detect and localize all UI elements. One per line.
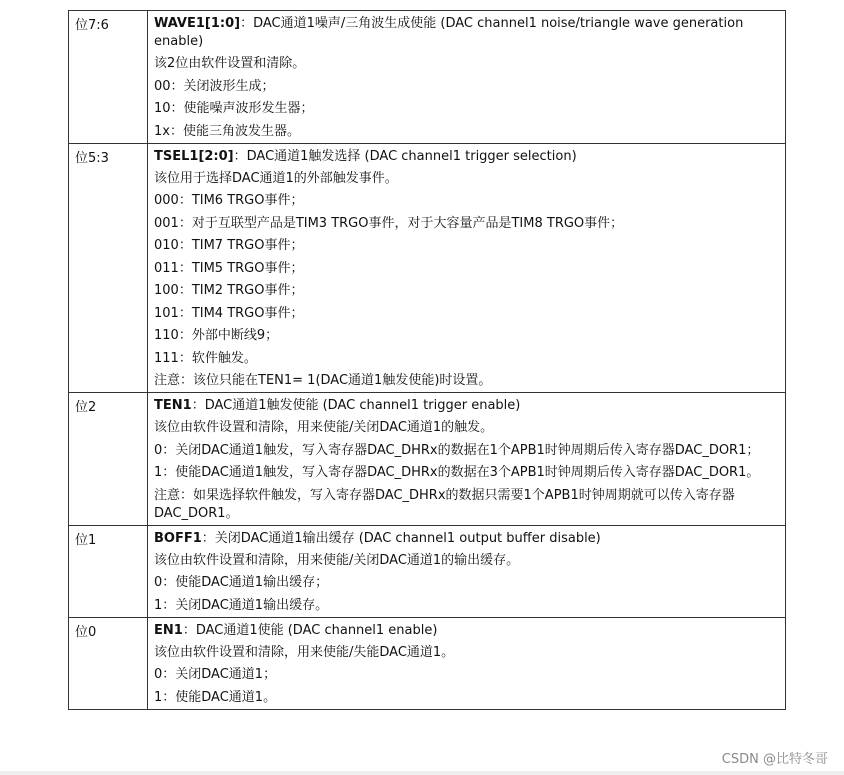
bit-description (148, 11, 786, 144)
description-line: 000：TIM6 TRGO事件； (154, 193, 304, 208)
field-title: ：DAC通道1使能 (DAC channel1 enable) (182, 622, 438, 638)
field-heading (154, 148, 779, 166)
description-line: 0：关闭DAC通道1； (154, 667, 277, 682)
description-line: 011：TIM5 TRGO事件； (154, 260, 304, 276)
note-line: 注意：该位只能在TEN1= 1(DAC通道1触发使能)时设置。 (154, 373, 492, 388)
field-name: EN1 (154, 622, 183, 638)
table-row (69, 525, 786, 617)
field-title: ：关闭DAC通道1输出缓存 (DAC channel1 output buffer disable) (201, 530, 601, 546)
description-line: 该位由软件设置和清除，用来使能/关闭DAC通道1的输出缓存。 (154, 552, 520, 568)
bit-position: 位0 (69, 617, 148, 709)
bit-description (148, 393, 786, 526)
field-title: ：DAC通道1噪声/三角波生成使能 (DAC channel1 noise/triangle wave generation enable) (154, 16, 744, 49)
description-line: 1x：使能三角波发生器。 (154, 123, 300, 139)
description-line: 1：使能DAC通道1触发，写入寄存器DAC_DHRx的数据在3个APB1时钟周期后传入寄存器DAC_DOR1。 (154, 465, 760, 480)
table-row (69, 393, 786, 526)
table-row (69, 143, 786, 393)
bottom-divider (0, 771, 844, 775)
description-line: 该2位由软件设置和清除。 (154, 56, 306, 71)
description-line: 101：TIM4 TRGO事件； (154, 305, 304, 321)
csdn-watermark: CSDN @比特冬哥 (721, 752, 828, 767)
description-line: 0：关闭DAC通道1触发，写入寄存器DAC_DHRx的数据在1个APB1时钟周期后传入寄存器DAC_DOR1； (154, 442, 760, 458)
field-heading (154, 397, 779, 415)
field-title: ：DAC通道1触发使能 (DAC channel1 trigger enable) (191, 398, 521, 413)
bit-description (148, 143, 786, 393)
description-line: 110：外部中断线9； (154, 328, 279, 343)
field-name: WAVE1[1:0] (154, 16, 241, 31)
field-heading (154, 622, 779, 640)
description-line: 1：关闭DAC通道1输出缓存。 (154, 597, 329, 613)
description-line: 001：对于互联型产品是TIM3 TRGO事件，对于大容量产品是TIM8 TRGO事件； (154, 215, 624, 231)
field-name: BOFF1 (154, 530, 202, 546)
description-line: 100：TIM2 TRGO事件； (154, 283, 304, 298)
field-name: TEN1 (154, 398, 192, 413)
note-line: 注意：如果选择软件触发，写入寄存器DAC_DHRx的数据只需要1个APB1时钟周期就可以传入寄存器DAC_DOR1。 (154, 487, 735, 521)
description-line: 1：使能DAC通道1。 (154, 689, 277, 705)
field-title: ：DAC通道1触发选择 (DAC channel1 trigger selection) (233, 148, 577, 164)
field-heading (154, 15, 779, 51)
description-line: 该位由软件设置和清除，用来使能/关闭DAC通道1的触发。 (154, 420, 494, 435)
description-line: 00：关闭波形生成； (154, 78, 275, 94)
field-heading (154, 530, 779, 548)
description-line: 010：TIM7 TRGO事件； (154, 238, 304, 253)
description-line: 10：使能噪声波形发生器； (154, 101, 314, 116)
field-name: TSEL1[2:0] (154, 148, 234, 164)
table-row (69, 617, 786, 709)
bit-description (148, 617, 786, 709)
bit-description (148, 525, 786, 617)
description-line: 111：软件触发。 (154, 350, 257, 366)
bit-position: 位5:3 (69, 143, 148, 393)
table-row (69, 11, 786, 144)
description-line: 该位用于选择DAC通道1的外部触发事件。 (154, 170, 398, 186)
bit-position: 位1 (69, 525, 148, 617)
bit-position: 位7:6 (69, 11, 148, 144)
description-line: 0：使能DAC通道1输出缓存； (154, 575, 329, 590)
register-bit-table (68, 10, 786, 710)
bit-position: 位2 (69, 393, 148, 526)
description-line: 该位由软件设置和清除，用来使能/失能DAC通道1。 (154, 644, 455, 660)
